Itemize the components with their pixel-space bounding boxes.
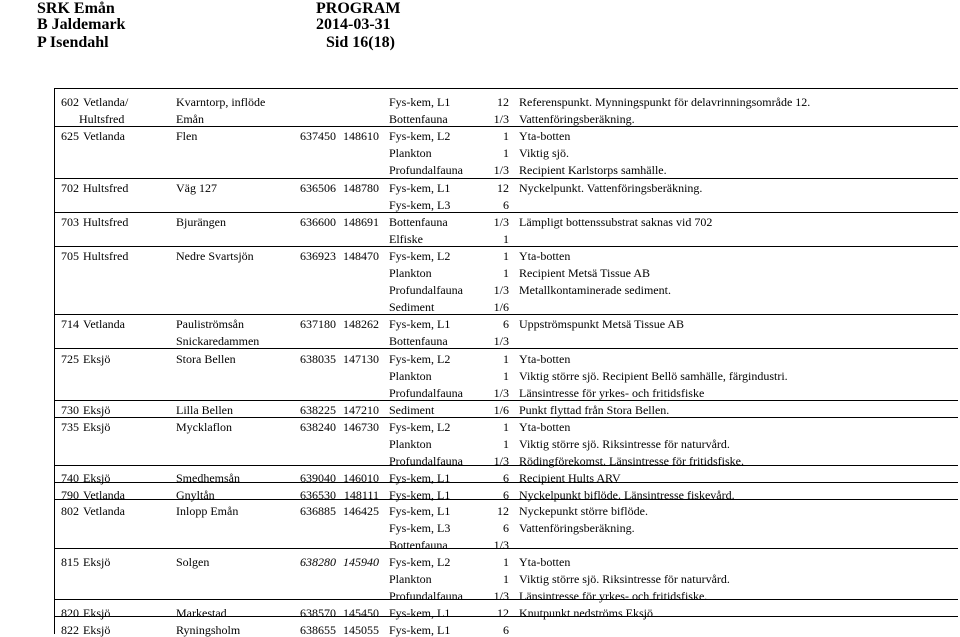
cell-kommun: Hultsfred bbox=[79, 112, 125, 126]
cell-place: Markestad bbox=[176, 606, 227, 620]
cell-x: 636885 bbox=[300, 504, 336, 518]
cell-place: Bjurängen bbox=[176, 215, 226, 229]
cell-freq: 1 bbox=[503, 146, 509, 160]
cell-type: Fys-kem, L3 bbox=[389, 198, 451, 212]
cell-id: 790 bbox=[61, 488, 79, 502]
row-divider bbox=[55, 314, 958, 315]
cell-note: Nyckepunkt större biflöde. bbox=[519, 504, 648, 518]
cell-place: Nedre Svartsjön bbox=[176, 249, 254, 263]
cell-y: 148111 bbox=[343, 488, 379, 502]
cell-freq: 12 bbox=[497, 181, 509, 195]
cell-y: 148470 bbox=[343, 249, 379, 263]
cell-place: Flen bbox=[176, 129, 198, 143]
cell-note: Punkt flyttad från Stora Bellen. bbox=[519, 403, 670, 417]
cell-note: Recipient Karlstorps samhälle. bbox=[519, 163, 667, 177]
cell-id: 735 bbox=[61, 420, 79, 434]
cell-x: 638280 bbox=[300, 555, 336, 569]
cell-freq: 1 bbox=[503, 266, 509, 280]
doc-title: PROGRAM bbox=[316, 0, 401, 17]
cell-kommun: Vetlanda bbox=[83, 488, 125, 502]
cell-place: Snickaredammen bbox=[176, 334, 260, 348]
cell-type: Sediment bbox=[389, 403, 435, 417]
cell-note: Vattenföringsberäkning. bbox=[519, 521, 635, 535]
cell-place: Väg 127 bbox=[176, 181, 217, 195]
cell-freq: 1/6 bbox=[493, 403, 509, 417]
cell-y: 146010 bbox=[343, 471, 379, 485]
cell-y: 148691 bbox=[343, 215, 379, 229]
cell-note: Vattenföringsberäkning. bbox=[519, 112, 635, 126]
cell-note: Rödingförekomst. Länsintresse för fritidsfiske. bbox=[519, 454, 744, 468]
cell-type: Fys-kem, L1 bbox=[389, 181, 451, 195]
row-divider bbox=[55, 417, 958, 418]
cell-type: Elfiske bbox=[389, 232, 423, 246]
cell-kommun: Vetlanda bbox=[83, 317, 125, 331]
cell-freq: 1/3 bbox=[493, 283, 509, 297]
cell-type: Fys-kem, L1 bbox=[389, 317, 451, 331]
cell-x: 636506 bbox=[300, 181, 336, 195]
cell-freq: 1 bbox=[503, 555, 509, 569]
cell-freq: 6 bbox=[503, 623, 509, 637]
cell-y: 146425 bbox=[343, 504, 379, 518]
cell-id: 740 bbox=[61, 471, 79, 485]
cell-id: 702 bbox=[61, 181, 79, 195]
cell-type: Fys-kem, L2 bbox=[389, 249, 451, 263]
cell-note: Uppströmspunkt Metsä Tissue AB bbox=[519, 317, 685, 331]
cell-id: 714 bbox=[61, 317, 79, 331]
cell-y: 145940 bbox=[343, 555, 379, 569]
cell-place: Ryningsholm bbox=[176, 623, 241, 637]
cell-note: Referenspunkt. Mynningspunkt för delavrinningsområde 12. bbox=[519, 95, 811, 109]
cell-type: Bottenfauna bbox=[389, 538, 448, 552]
cell-id: 725 bbox=[61, 352, 79, 366]
cell-x: 638570 bbox=[300, 606, 336, 620]
cell-y: 148262 bbox=[343, 317, 379, 331]
cell-x: 637180 bbox=[300, 317, 336, 331]
cell-type: Sediment bbox=[389, 300, 435, 314]
cell-type: Profundalfauna bbox=[389, 386, 463, 400]
row-divider bbox=[55, 400, 958, 401]
cell-freq: 1 bbox=[503, 352, 509, 366]
cell-x: 639040 bbox=[300, 471, 336, 485]
cell-type: Plankton bbox=[389, 369, 432, 383]
cell-place: Gnyltån bbox=[176, 488, 215, 502]
cell-note: Viktig större sjö. Riksintresse för naturvård. bbox=[519, 437, 730, 451]
cell-freq: 1 bbox=[503, 572, 509, 586]
cell-freq: 1/6 bbox=[493, 300, 509, 314]
cell-x: 638240 bbox=[300, 420, 336, 434]
cell-place: Smedhemsån bbox=[176, 471, 240, 485]
cell-type: Profundalfauna bbox=[389, 163, 463, 177]
cell-note: Recipient Hults ARV bbox=[519, 471, 621, 485]
cell-place: Inlopp Emån bbox=[176, 504, 239, 518]
cell-kommun: Hultsfred bbox=[83, 181, 129, 195]
cell-type: Fys-kem, L2 bbox=[389, 555, 451, 569]
cell-freq: 1/3 bbox=[493, 589, 509, 603]
row-divider bbox=[55, 246, 958, 247]
cell-note: Lämpligt bottenssubstrat saknas vid 702 bbox=[519, 215, 713, 229]
cell-id: 822 bbox=[61, 623, 79, 637]
row-divider bbox=[55, 212, 958, 213]
cell-kommun: Vetlanda/ bbox=[83, 95, 129, 109]
cell-id: 820 bbox=[61, 606, 79, 620]
cell-note: Länsintresse för yrkes- och fritidsfiske. bbox=[519, 589, 708, 603]
cell-freq: 1/3 bbox=[493, 386, 509, 400]
cell-type: Profundalfauna bbox=[389, 589, 463, 603]
page-number: Sid 16(18) bbox=[326, 34, 395, 51]
cell-x: 636530 bbox=[300, 488, 336, 502]
cell-place: Solgen bbox=[176, 555, 210, 569]
cell-freq: 12 bbox=[497, 606, 509, 620]
cell-place: Kvarntorp, inflöde bbox=[176, 95, 266, 109]
row-divider bbox=[55, 178, 958, 179]
cell-place: Stora Bellen bbox=[176, 352, 236, 366]
cell-type: Fys-kem, L2 bbox=[389, 129, 451, 143]
cell-note: Yta-botten bbox=[519, 129, 571, 143]
org-name: SRK Emån bbox=[37, 0, 115, 17]
cell-type: Plankton bbox=[389, 437, 432, 451]
cell-freq: 6 bbox=[503, 198, 509, 212]
cell-freq: 1 bbox=[503, 420, 509, 434]
cell-note: Länsintresse för yrkes- och fritidsfiske bbox=[519, 386, 705, 400]
cell-type: Fys-kem, L3 bbox=[389, 521, 451, 535]
cell-note: Nyckelpunkt biflöde. Länsintresse fiskevård. bbox=[519, 488, 735, 502]
cell-freq: 1 bbox=[503, 437, 509, 451]
cell-kommun: Eksjö bbox=[83, 403, 111, 417]
cell-kommun: Hultsfred bbox=[83, 249, 129, 263]
cell-note: Recipient Metsä Tissue AB bbox=[519, 266, 651, 280]
cell-place: Emån bbox=[176, 112, 204, 126]
cell-freq: 1 bbox=[503, 249, 509, 263]
cell-type: Fys-kem, L1 bbox=[389, 471, 451, 485]
cell-type: Fys-kem, L1 bbox=[389, 488, 451, 502]
doc-date: 2014-03-31 bbox=[316, 16, 391, 33]
cell-place: Pauliströmsån bbox=[176, 317, 244, 331]
cell-type: Fys-kem, L1 bbox=[389, 623, 451, 637]
cell-type: Fys-kem, L1 bbox=[389, 504, 451, 518]
cell-id: 703 bbox=[61, 215, 79, 229]
cell-freq: 6 bbox=[503, 317, 509, 331]
cell-freq: 1 bbox=[503, 232, 509, 246]
cell-type: Plankton bbox=[389, 146, 432, 160]
cell-kommun: Hultsfred bbox=[83, 215, 129, 229]
cell-freq: 6 bbox=[503, 521, 509, 535]
cell-note: Yta-botten bbox=[519, 555, 571, 569]
row-divider bbox=[55, 126, 958, 127]
cell-kommun: Eksjö bbox=[83, 606, 111, 620]
cell-note: Viktig större sjö. Recipient Bellö samhälle, färgindustri. bbox=[519, 369, 788, 383]
cell-type: Bottenfauna bbox=[389, 334, 448, 348]
cell-type: Fys-kem, L1 bbox=[389, 606, 451, 620]
cell-y: 147130 bbox=[343, 352, 379, 366]
cell-id: 602 bbox=[61, 95, 79, 109]
cell-freq: 1/3 bbox=[493, 112, 509, 126]
cell-kommun: Eksjö bbox=[83, 352, 111, 366]
cell-freq: 1/3 bbox=[493, 454, 509, 468]
cell-kommun: Vetlanda bbox=[83, 504, 125, 518]
cell-x: 636923 bbox=[300, 249, 336, 263]
cell-type: Bottenfauna bbox=[389, 215, 448, 229]
cell-type: Plankton bbox=[389, 266, 432, 280]
cell-place: Lilla Bellen bbox=[176, 403, 233, 417]
cell-id: 625 bbox=[61, 129, 79, 143]
cell-x: 638655 bbox=[300, 623, 336, 637]
row-divider bbox=[55, 348, 958, 349]
cell-place: Mycklaflon bbox=[176, 420, 232, 434]
cell-note: Yta-botten bbox=[519, 352, 571, 366]
cell-x: 637450 bbox=[300, 129, 336, 143]
cell-x: 636600 bbox=[300, 215, 336, 229]
cell-id: 705 bbox=[61, 249, 79, 263]
cell-type: Fys-kem, L2 bbox=[389, 420, 451, 434]
cell-x: 638225 bbox=[300, 403, 336, 417]
cell-note: Viktig större sjö. Riksintresse för naturvård. bbox=[519, 572, 730, 586]
cell-note: Yta-botten bbox=[519, 249, 571, 263]
cell-type: Fys-kem, L1 bbox=[389, 95, 451, 109]
cell-freq: 12 bbox=[497, 95, 509, 109]
cell-kommun: Eksjö bbox=[83, 420, 111, 434]
author-name: B Jaldemark bbox=[37, 16, 126, 33]
cell-kommun: Vetlanda bbox=[83, 129, 125, 143]
cell-x: 638035 bbox=[300, 352, 336, 366]
cell-note: Metallkontaminerade sediment. bbox=[519, 283, 671, 297]
cell-type: Profundalfauna bbox=[389, 283, 463, 297]
cell-freq: 1 bbox=[503, 129, 509, 143]
cell-y: 145055 bbox=[343, 623, 379, 637]
cell-y: 145450 bbox=[343, 606, 379, 620]
cell-note: Nyckelpunkt. Vattenföringsberäkning. bbox=[519, 181, 703, 195]
cell-type: Plankton bbox=[389, 572, 432, 586]
cell-kommun: Eksjö bbox=[83, 555, 111, 569]
cell-note: Knutpunkt nedströms Eksjö bbox=[519, 606, 653, 620]
cell-type: Fys-kem, L2 bbox=[389, 352, 451, 366]
cell-note: Yta-botten bbox=[519, 420, 571, 434]
cell-y: 147210 bbox=[343, 403, 379, 417]
cell-kommun: Eksjö bbox=[83, 471, 111, 485]
cell-freq: 6 bbox=[503, 471, 509, 485]
cell-kommun: Eksjö bbox=[83, 623, 111, 637]
cell-y: 146730 bbox=[343, 420, 379, 434]
cell-freq: 6 bbox=[503, 488, 509, 502]
cell-freq: 1/3 bbox=[493, 334, 509, 348]
cell-freq: 1/3 bbox=[493, 215, 509, 229]
cell-id: 802 bbox=[61, 504, 79, 518]
cell-freq: 12 bbox=[497, 504, 509, 518]
cell-note: Viktig sjö. bbox=[519, 146, 569, 160]
cell-y: 148780 bbox=[343, 181, 379, 195]
cell-id: 815 bbox=[61, 555, 79, 569]
author-name-2: P Isendahl bbox=[37, 34, 109, 51]
cell-id: 730 bbox=[61, 403, 79, 417]
cell-freq: 1/3 bbox=[493, 538, 509, 552]
cell-freq: 1/3 bbox=[493, 163, 509, 177]
cell-type: Profundalfauna bbox=[389, 454, 463, 468]
cell-freq: 1 bbox=[503, 369, 509, 383]
cell-type: Bottenfauna bbox=[389, 112, 448, 126]
cell-y: 148610 bbox=[343, 129, 379, 143]
